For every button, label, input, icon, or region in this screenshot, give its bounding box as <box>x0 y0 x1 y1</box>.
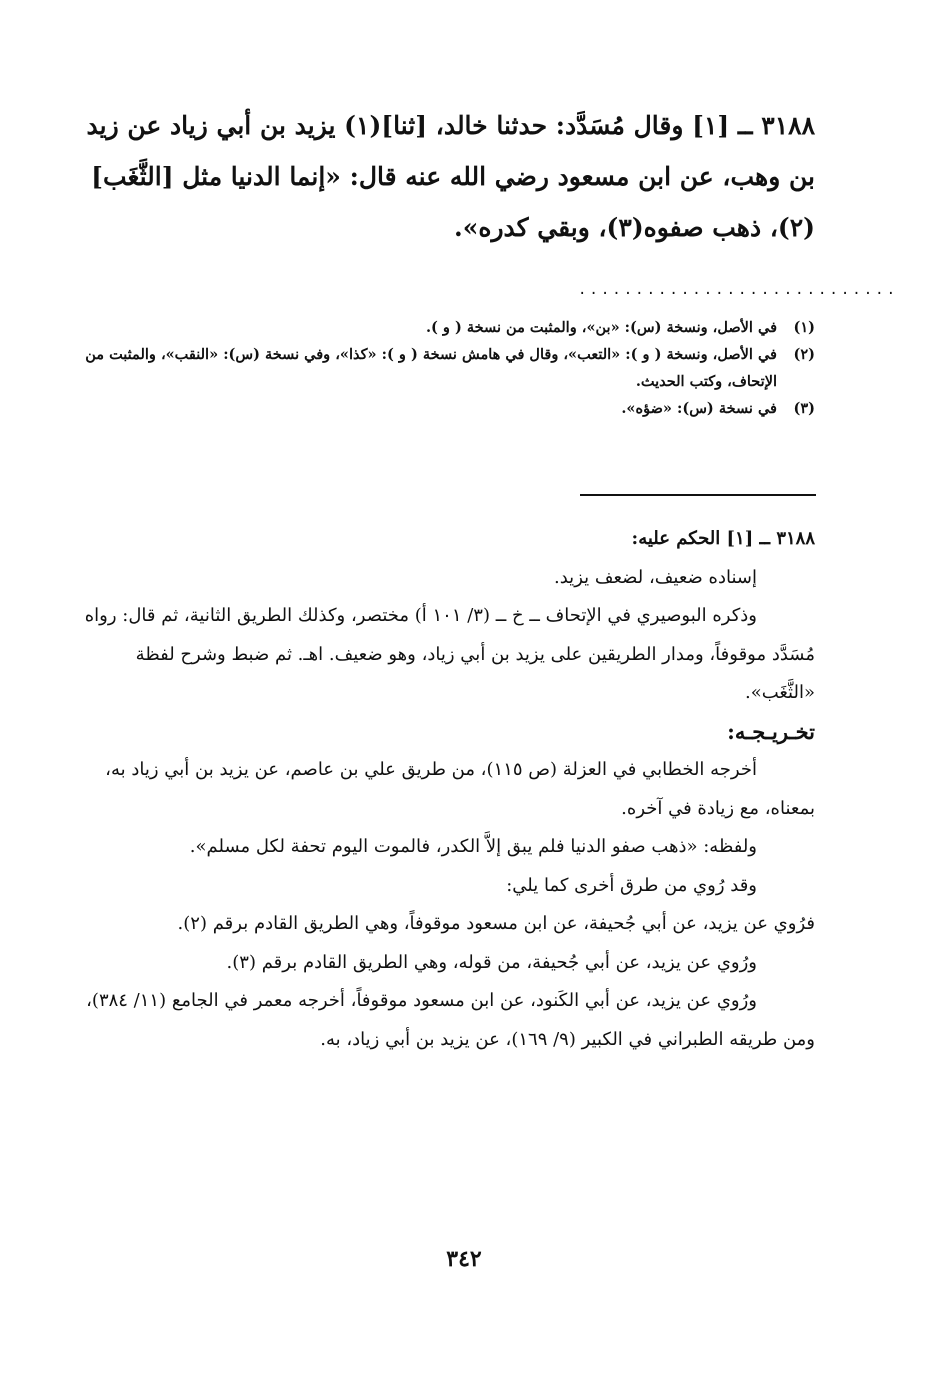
footnote-1 <box>80 314 815 341</box>
paragraph: إسناده ضعيف، لضعف يزيد. <box>554 566 757 588</box>
footnote-2 <box>80 341 815 395</box>
footnote-separator-dots: ............................ <box>578 282 899 298</box>
paragraph: ورُوي عن يزيد، عن أبي الكَنود، عن ابن مسعود موقوفاً، أخرجه معمر في الجامع (١١/ ٣٨٤)، ومن طريقه الطبراني في الكبير (٩/ ١٦٩)، عن يزيد بن أبي زياد، به. <box>86 990 815 1050</box>
footnote-number: (٢) <box>793 346 815 363</box>
paragraph: وذكره البوصيري في الإتحاف ــ خ ــ (٣/ ١٠١ أ) مختصر، وكذلك الطريق الثانية، ثم قال: رواه مُسَدَّد موقوفاً، ومدار الطريقين على يزيد بن أبي زياد، وهو ضعيف. اهـ. ثم ضبط وشرح لفظة «الثَّغَب». <box>84 605 815 703</box>
footnotes <box>80 314 815 422</box>
footnote-text: في الأصل، ونسخة ( و ): «التعب»، وقال في هامش نسخة ( و ): «كذا»، وفي نسخة (س): «النقب»، والمثبت من الإتحاف، وكتب الحديث. <box>85 346 777 390</box>
section-divider <box>580 494 816 496</box>
page-number: ٣٤٢ <box>446 1246 482 1272</box>
takhrij-heading: تخـريـجـه: <box>727 718 815 744</box>
paragraph: ورُوي عن يزيد، عن أبي جُحيفة، من قوله، وهي الطريق القادم برقم (٣). <box>226 951 757 973</box>
footnote-number: (١) <box>793 319 815 336</box>
paragraph: ولفظه: «ذهب صفو الدنيا فلم يبق إلاَّ الكدر، فالموت اليوم تحفة لكل مسلم». <box>189 836 757 857</box>
commentary <box>80 520 815 1059</box>
paragraph: فرُوي عن يزيد، عن أبي جُحيفة، عن ابن مسعود موقوفاً، وهي الطريق القادم برقم (٢). <box>177 913 815 934</box>
paragraph: وقد رُوي من طرق أخرى كما يلي: <box>506 874 757 896</box>
ruling-heading: ٣١٨٨ ــ [١] الحكم عليه: <box>631 528 815 549</box>
footnote-3 <box>80 395 815 422</box>
footnote-text: في الأصل، ونسخة (س): «بن»، والمثبت من نسخة ( و ). <box>425 319 777 336</box>
hadith-text: ٣١٨٨ ــ [١] وقال مُسَدَّد: حدثنا خالد، [ثنا](١) يزيد بن أبي زياد عن زيد بن وهب، عن ابن مسعود رضي الله عنه قال: «إنما الدنيا مثل [الثَّغَب](٢)، ذهب صفوه(٣)، وبقي كدره». <box>86 111 815 242</box>
footnote-text: في نسخة (س): «ضؤه». <box>621 400 777 417</box>
footnote-number: (٣) <box>793 400 815 417</box>
paragraph: أخرجه الخطابي في العزلة (ص ١١٥)، من طريق علي بن عاصم، عن يزيد بن أبي زياد به، بمعناه، مع زيادة في آخره. <box>105 759 815 819</box>
